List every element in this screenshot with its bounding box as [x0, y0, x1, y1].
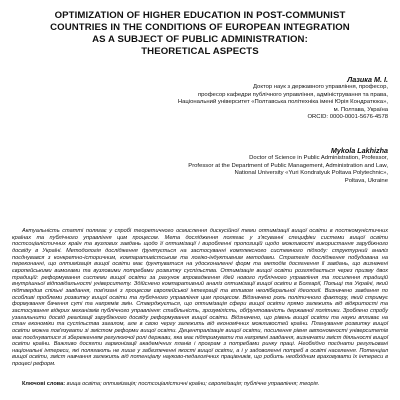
- author-degree: Доктор наук з державного управління, професор,: [252, 84, 388, 90]
- title-line: AS A SUBJECT OF PUBLIC ADMINISTRATION:: [92, 34, 308, 45]
- author-position: професор кафедри публічного управління, адміністрування та права,: [197, 91, 388, 98]
- article-title: [8, 10, 392, 58]
- author-location: м. Полтава, Україна: [333, 106, 388, 113]
- author-affiliation: Національний університет «Полтавська політехніка імені Юрія Кондратюка»,: [177, 99, 388, 106]
- keywords-block: [12, 381, 388, 388]
- title-line: OPTIMIZATION OF HIGHER EDUCATION IN POST-COMMUNIST: [54, 10, 346, 21]
- author-name: Mykola Lakhizha: [330, 146, 388, 155]
- title-line: COUNTRIES IN THE CONDITIONS OF EUROPEAN INTEGRATION: [50, 22, 350, 33]
- author-block-ukrainian: [88, 75, 388, 122]
- keywords-text: вища освіта; оптимізація; постсоціалістичні країни; європеїзація; публічне управління; теорія.: [66, 381, 320, 387]
- abstract-text: Актуальність статті полягає у спробі теоретичного осмислення дискусійної теми оптимізації вищої освіти в посткомуністичних країнах та публічного управління цим процесом. Мета дослідження полягає у з'ясуванні специфіки системи вищої освіти постсоціалістичних країн та вузлових завдань щодо її оптимізації і виробленні пропозицій щодо можливості використання зарубіжного досвіду в Україні. Методологія дослідження ґрунтується на застосуванні комплексного системного підходу: структурний аналіз поєднувався з конкретно-історичним, компаративістським та логіко-індуктивним методами. Стратегія дослідження побудована на переконанні, що оптимізація вищої освіти має ґрунтуватися на удосконаленні форм та методів досягнення її завдань, що визначені європейськими вимогами та вузловими потребами розвитку суспільства. Оптимізація вищої освіти розглядається через призму двох традицій: реформування системи вищої освіти за рахунок впровадження ідей нового публічного управління та посилення традицій внутрішньої відповідальності університету. Здійснено компаративний аналіз оптимізації вищої освіти в Болгарії, Польщі та Україні, який підтвердив спільні завдання, пов'язані з процесом європейської інтеграції та впливом неоліберальної ідеології. Визначено завдання по особливі проблеми розвитку вищої освіти та публічного управління цим процесом. Відзначено роль політичного фактору, який стримує формування бачення суті та напрямів змін. Стверджується, що оптимізація сфери вищої освіти прямо залежить від відкритості та застосування відкрих механізмів публічного управління: стабільність, зрозумілість, обґрунтованість державної політики. Зроблено спробу узагальнити досвід реалізації зарубіжного досвіду реформування вищої освіти. Відзначено, що рівень вищої освіти та науки впливає на стан економіки та суспільства загалом, але в свою чергу залежить від економічних можливостей країни. Планування розвитку вищої освіти можна пов'язувати зі змістом реформи вищої освіти. Децентралізація вищої освіти, посилення рівня автономності університетів має поєднуватися зі збереженням регулюючої ролі держави, яка має підтримувати та напрямні завдання, визначати зміст діяльності вищої освіти країни. Важливо досягти гармонізації академічних планів і програм з потребами ринку праці. Необхідно поєднати регульовані національні інтереси, які полягають не лише у забезпеченні якості вищої освіти, а і у задоволенні потреб в освіті населення. Потенціал вищої освіти, зміст навчання залежить від потенціалу науково-педагогічних працівників, що робить необхідним враховувати їх інтереси в процесі реформ.: [12, 228, 388, 368]
- author-degree: Doctor of Science in Public Administration, Professor,: [249, 155, 388, 161]
- author-position: Professor at the Department of Public Management, Administration and Law,: [188, 162, 388, 169]
- title-line: THEORETICAL ASPECTS: [141, 46, 259, 57]
- author-name: Лазика М. І.: [347, 75, 388, 84]
- author-affiliation: National University «Yuri Kondratyuk Poltava Polytechnic»,: [234, 170, 388, 177]
- author-location: Poltava, Ukraine: [344, 177, 388, 184]
- author-block-english: [88, 146, 388, 185]
- author-orcid: ORCID: 0000-0001-5676-4578: [307, 114, 388, 121]
- keywords-label: Ключові слова:: [22, 381, 67, 387]
